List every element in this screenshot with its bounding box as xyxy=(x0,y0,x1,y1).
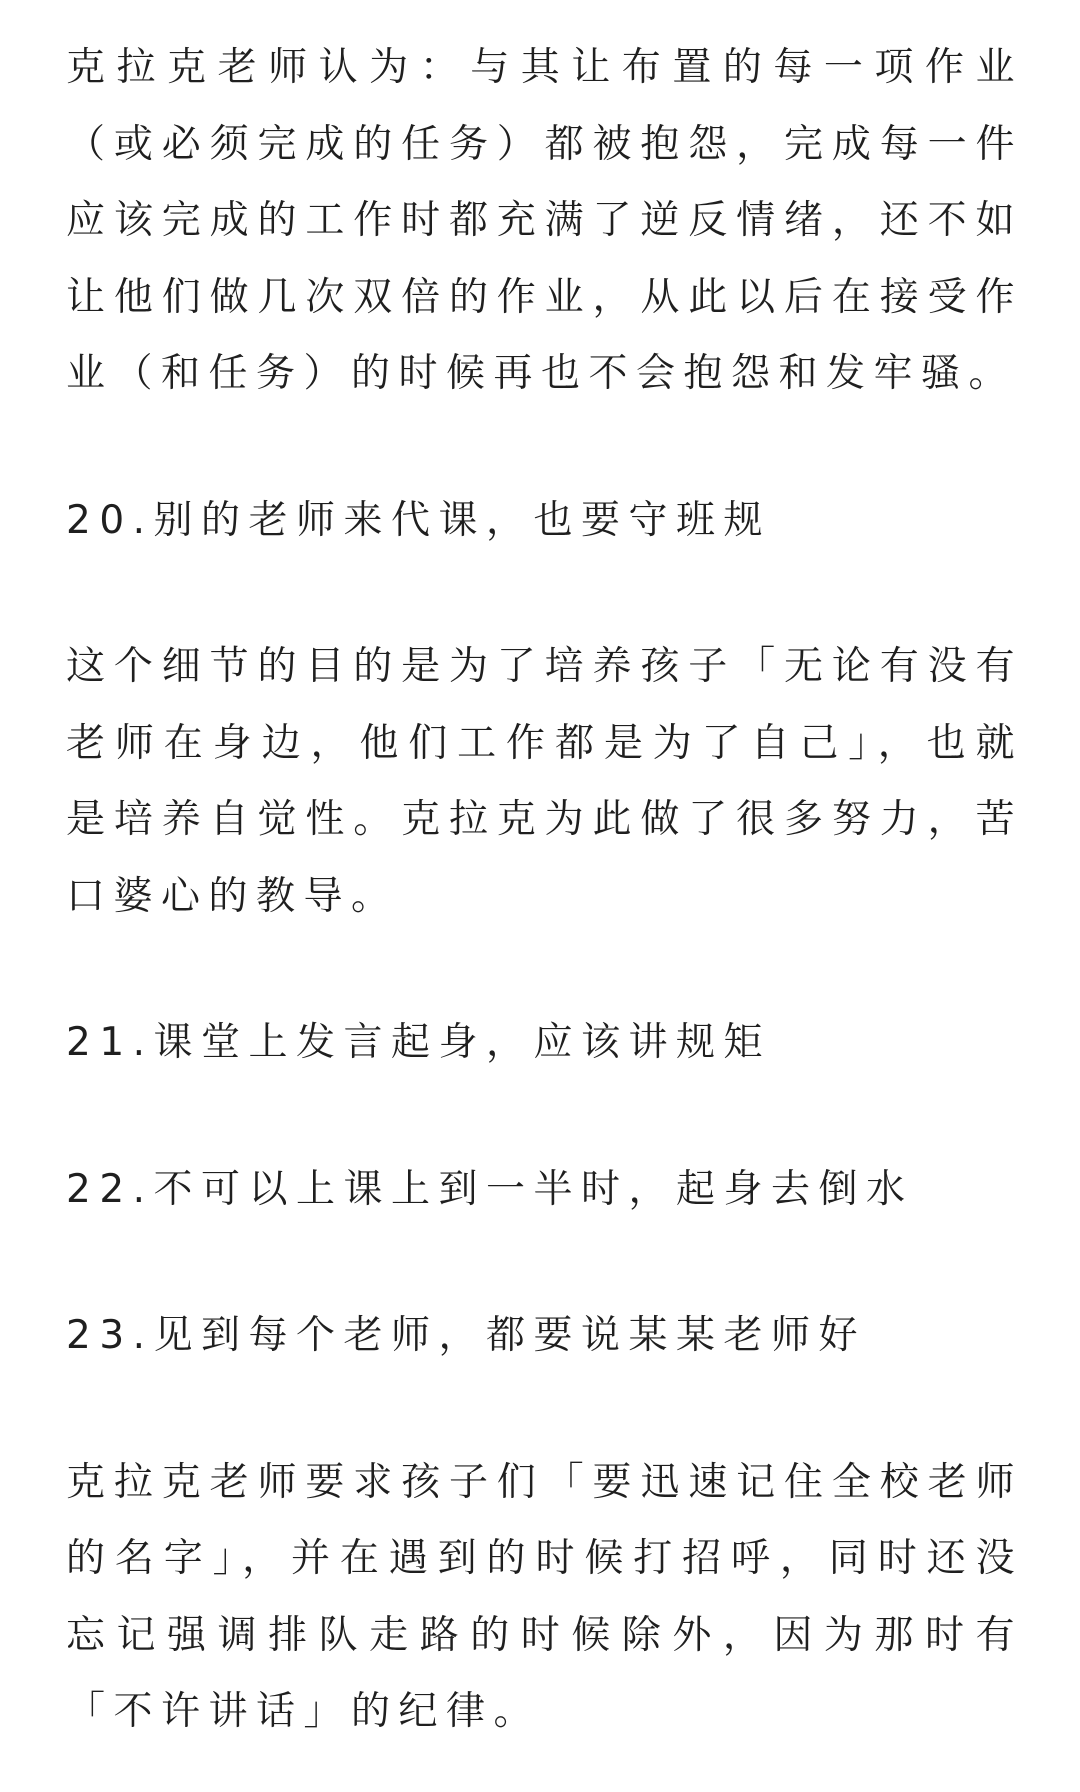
rule-22-heading: 22.不可以上课上到一半时，起身去倒水 xyxy=(66,1166,914,1212)
spacer xyxy=(66,1082,1023,1152)
rule-21-heading: 21.课堂上发言起身，应该讲规矩 xyxy=(66,1020,772,1065)
spacer xyxy=(66,559,1023,629)
spacer xyxy=(66,1228,1023,1298)
paragraph-greet-teachers: 克拉克老师要求孩子们「要迅速记住全校老师的名字」，并在遇到的时候打招呼，同时还没忘记强调排队走路的时候除外，因为那时有「不许讲话」的纪律。 xyxy=(66,1459,1023,1734)
rule-23-heading: 23.见到每个老师，都要说某某老师好 xyxy=(66,1313,867,1358)
spacer xyxy=(66,413,1023,483)
spacer xyxy=(66,1375,1023,1445)
rule-20-heading: 20.别的老师来代课，也要守班规 xyxy=(66,497,772,543)
article-body xyxy=(66,30,1023,1751)
spacer xyxy=(66,935,1023,1005)
paragraph-clark-homework: 克拉克老师认为：与其让布置的每一项作业（或必须完成的任务）都被抱怨，完成每一件应该完成的工作时都充满了逆反情绪，还不如让他们做几次双倍的作业，从此以后在接受作业（和任务）的时候再也不会抱怨和发牢骚。 xyxy=(66,45,1023,396)
paragraph-self-discipline: 这个细节的目的是为了培养孩子「无论有没有老师在身边，他们工作都是为了自己」，也就是培养自觉性。克拉克为此做了很多努力，苦口婆心的教导。 xyxy=(66,644,1023,919)
